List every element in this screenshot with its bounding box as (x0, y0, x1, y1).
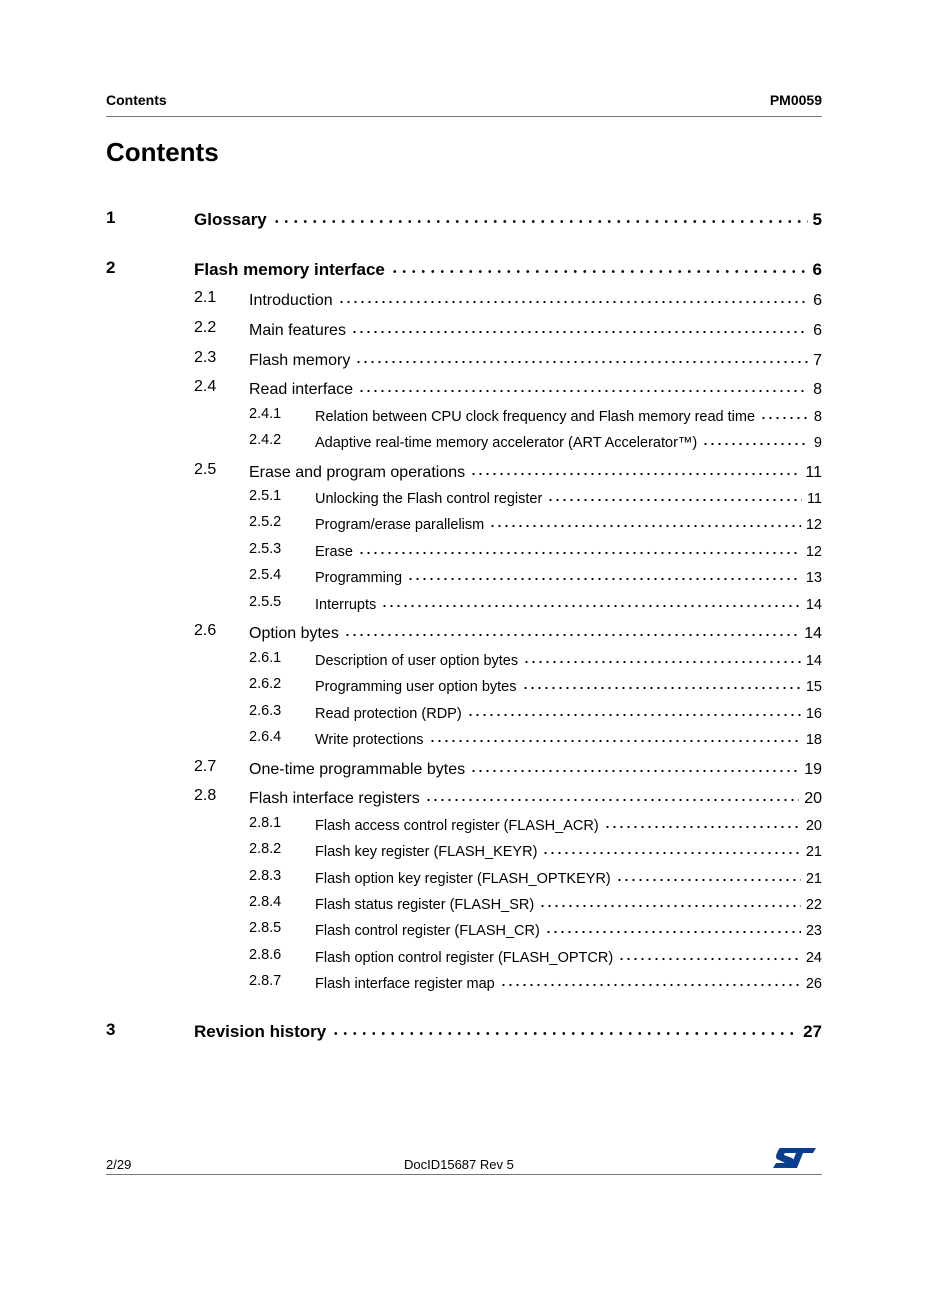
toc-entry-page: 11 (806, 490, 822, 507)
toc-leader-dots (358, 378, 808, 394)
toc-entry-page: 22 (805, 896, 822, 913)
toc-entry-number: 2.6.3 (249, 703, 282, 719)
toc-entry-title: Read protection (RDP) (315, 705, 462, 722)
toc-leader-dots (381, 594, 801, 609)
toc-entry[interactable] (0, 461, 822, 482)
toc-entry[interactable] (0, 787, 822, 808)
toc-entry-title: Flash status register (FLASH_SR) (315, 896, 535, 913)
toc-entry-title: Main features (249, 322, 346, 339)
toc-entry-number: 2.8.5 (249, 920, 282, 936)
toc-leader-dots (470, 461, 800, 477)
toc-leader-dots (358, 541, 801, 556)
toc-entry-title: Programming (315, 569, 403, 586)
toc-entry[interactable] (0, 514, 822, 533)
toc-entry[interactable] (0, 378, 822, 399)
toc-entry-page: 15 (805, 678, 822, 695)
toc-entry-number: 2.5.3 (249, 541, 282, 557)
toc-leader-dots (429, 729, 801, 744)
toc-entry-page: 20 (805, 817, 822, 834)
toc-entry-number: 2.8.1 (249, 815, 282, 831)
toc-entry-title: Glossary (194, 210, 267, 229)
page-number: 2/29 (106, 1157, 132, 1172)
toc-entry[interactable] (0, 947, 822, 966)
st-logo (772, 1146, 818, 1172)
toc-entry[interactable] (0, 868, 822, 887)
toc-entry[interactable] (0, 208, 822, 230)
toc-entry-page: 7 (813, 352, 822, 369)
toc-entry[interactable] (0, 920, 822, 939)
toc-entry[interactable] (0, 676, 822, 695)
toc-leader-dots (390, 258, 808, 275)
footer-rule (106, 1174, 822, 1175)
toc-entry-number: 2.7 (194, 758, 217, 775)
toc-leader-dots (760, 406, 809, 421)
toc-entry-number: 2.8.2 (249, 841, 282, 857)
toc-entry-title: One-time programmable bytes (249, 761, 466, 778)
toc-entry-number: 2.8.3 (249, 868, 282, 884)
toc-leader-dots (616, 868, 801, 883)
toc-leader-dots (467, 703, 801, 718)
toc-entry-page: 12 (805, 516, 822, 533)
toc-entry-title: Programming user option bytes (315, 678, 517, 695)
toc-leader-dots (547, 488, 802, 503)
toc-entry-page: 11 (805, 464, 822, 481)
running-header-section: Contents (106, 92, 167, 108)
toc-leader-dots (407, 567, 801, 582)
toc-entry-title: Flash key register (FLASH_KEYR) (315, 843, 538, 860)
toc-leader-dots (331, 1020, 798, 1037)
toc-entry-title: Introduction (249, 292, 333, 309)
toc-entry[interactable] (0, 1020, 822, 1042)
toc-entry-page: 14 (804, 625, 822, 642)
toc-entry-title: Flash option control register (FLASH_OPTCR) (315, 949, 614, 966)
toc-entry-title: Flash option key register (FLASH_OPTKEYR) (315, 870, 611, 887)
toc-entry-number: 2.8 (194, 787, 217, 804)
toc-entry-title: Flash access control register (FLASH_ACR) (315, 817, 599, 834)
toc-entry-page: 12 (805, 543, 822, 560)
toc-entry-title: Description of user option bytes (315, 652, 519, 669)
toc-entry[interactable] (0, 349, 822, 370)
page-title: Contents (106, 137, 219, 167)
toc-entry-page: 21 (805, 870, 822, 887)
toc-entry-number: 2.4.1 (249, 406, 282, 422)
toc-entry-page: 20 (804, 790, 822, 807)
toc-entry[interactable] (0, 567, 822, 586)
toc-entry[interactable] (0, 815, 822, 834)
toc-entry-page: 8 (813, 381, 822, 398)
toc-leader-dots (542, 841, 800, 856)
toc-entry-title: Adaptive real-time memory accelerator (ART Accelerator™) (315, 434, 698, 451)
toc-entry-title: Flash interface registers (249, 790, 420, 807)
toc-entry-title: Erase and program operations (249, 464, 466, 481)
toc-entry-page: 9 (813, 434, 822, 451)
toc-entry[interactable] (0, 650, 822, 669)
toc-entry-number: 2.1 (194, 289, 217, 306)
toc-entry-page: 16 (805, 705, 822, 722)
toc-leader-dots (523, 650, 801, 665)
toc-leader-dots (272, 208, 808, 225)
toc-entry-number: 2.5.1 (249, 488, 282, 504)
toc-entry-page: 14 (805, 596, 822, 613)
toc-entry-title: Interrupts (315, 596, 377, 613)
toc-entry-title: Flash control register (FLASH_CR) (315, 922, 540, 939)
toc-entry-page: 24 (805, 949, 822, 966)
toc-entry-title: Erase (315, 543, 353, 560)
toc-entry-number: 2.6.2 (249, 676, 282, 692)
toc-entry-number: 1 (106, 208, 116, 227)
toc-leader-dots (351, 319, 808, 335)
header-rule (106, 116, 822, 117)
toc-entry-page: 14 (805, 652, 822, 669)
toc-entry-page: 27 (803, 1022, 822, 1041)
toc-entry-number: 2.4.2 (249, 432, 282, 448)
toc-entry[interactable] (0, 594, 822, 613)
doc-id: DocID15687 Rev 5 (404, 1157, 514, 1172)
toc-leader-dots (500, 973, 801, 988)
toc-entry-number: 2.6.4 (249, 729, 282, 745)
toc-entry[interactable] (0, 973, 822, 992)
toc-entry-title: Flash memory interface (194, 260, 385, 279)
toc-leader-dots (522, 676, 801, 691)
toc-entry[interactable] (0, 622, 822, 643)
running-header-doc: PM0059 (769, 92, 822, 108)
toc-entry-number: 2.6 (194, 622, 217, 639)
toc-entry-number: 2.3 (194, 349, 217, 366)
toc-entry-title: Read interface (249, 381, 354, 398)
toc-entry[interactable] (0, 894, 822, 913)
toc-entry-number: 2.8.7 (249, 973, 282, 989)
toc-entry[interactable] (0, 758, 822, 779)
toc-entry-number: 2.8.4 (249, 894, 282, 910)
toc-entry[interactable] (0, 703, 822, 722)
toc-entry-page: 6 (813, 322, 822, 339)
toc-entry-page: 21 (805, 843, 822, 860)
toc-leader-dots (702, 432, 809, 447)
toc-entry[interactable] (0, 841, 822, 860)
toc-leader-dots (618, 947, 801, 962)
toc-leader-dots (470, 758, 799, 774)
toc-leader-dots (545, 920, 801, 935)
toc-entry-number: 2.5.5 (249, 594, 282, 610)
toc-entry-page: 26 (805, 975, 822, 992)
toc-entry-number: 2.6.1 (249, 650, 282, 666)
toc-entry-number: 2.4 (194, 378, 217, 395)
toc-entry-title: Unlocking the Flash control register (315, 490, 543, 507)
toc-leader-dots (489, 514, 801, 529)
toc-entry-number: 2.5.4 (249, 567, 282, 583)
toc-entry[interactable] (0, 432, 822, 451)
toc-entry[interactable] (0, 289, 822, 310)
toc-entry-number: 2 (106, 258, 116, 277)
toc-entry-title: Flash memory (249, 352, 351, 369)
toc-entry-page: 6 (813, 292, 822, 309)
toc-entry[interactable] (0, 488, 822, 507)
toc-entry-title: Option bytes (249, 625, 339, 642)
toc-entry[interactable] (0, 258, 822, 280)
toc-entry-title: Revision history (194, 1022, 327, 1041)
toc-entry[interactable] (0, 729, 822, 748)
toc-entry-page: 19 (804, 761, 822, 778)
toc-entry-page: 18 (805, 731, 822, 748)
toc-entry-title: Flash interface register map (315, 975, 495, 992)
toc-leader-dots (344, 622, 799, 638)
toc-leader-dots (338, 289, 808, 305)
toc-entry-number: 2.8.6 (249, 947, 282, 963)
toc-entry-page: 6 (812, 260, 822, 279)
toc-entry-page: 8 (813, 408, 822, 425)
toc-entry-title: Relation between CPU clock frequency and Flash memory read time (315, 408, 756, 425)
toc-entry-number: 2.5.2 (249, 514, 282, 530)
toc-entry-number: 2.5 (194, 461, 217, 478)
toc-entry-title: Write protections (315, 731, 424, 748)
toc-entry-page: 23 (805, 922, 822, 939)
toc-entry[interactable] (0, 541, 822, 560)
toc-leader-dots (425, 787, 799, 803)
toc-leader-dots (604, 815, 801, 830)
toc-entry[interactable] (0, 406, 822, 425)
toc-entry-title: Program/erase parallelism (315, 516, 485, 533)
toc-entry-page: 13 (805, 569, 822, 586)
toc-leader-dots (355, 349, 808, 365)
toc-leader-dots (539, 894, 801, 909)
toc-entry-number: 3 (106, 1020, 116, 1039)
toc-entry[interactable] (0, 319, 822, 340)
toc-entry-page: 5 (812, 210, 822, 229)
toc-entry-number: 2.2 (194, 319, 217, 336)
